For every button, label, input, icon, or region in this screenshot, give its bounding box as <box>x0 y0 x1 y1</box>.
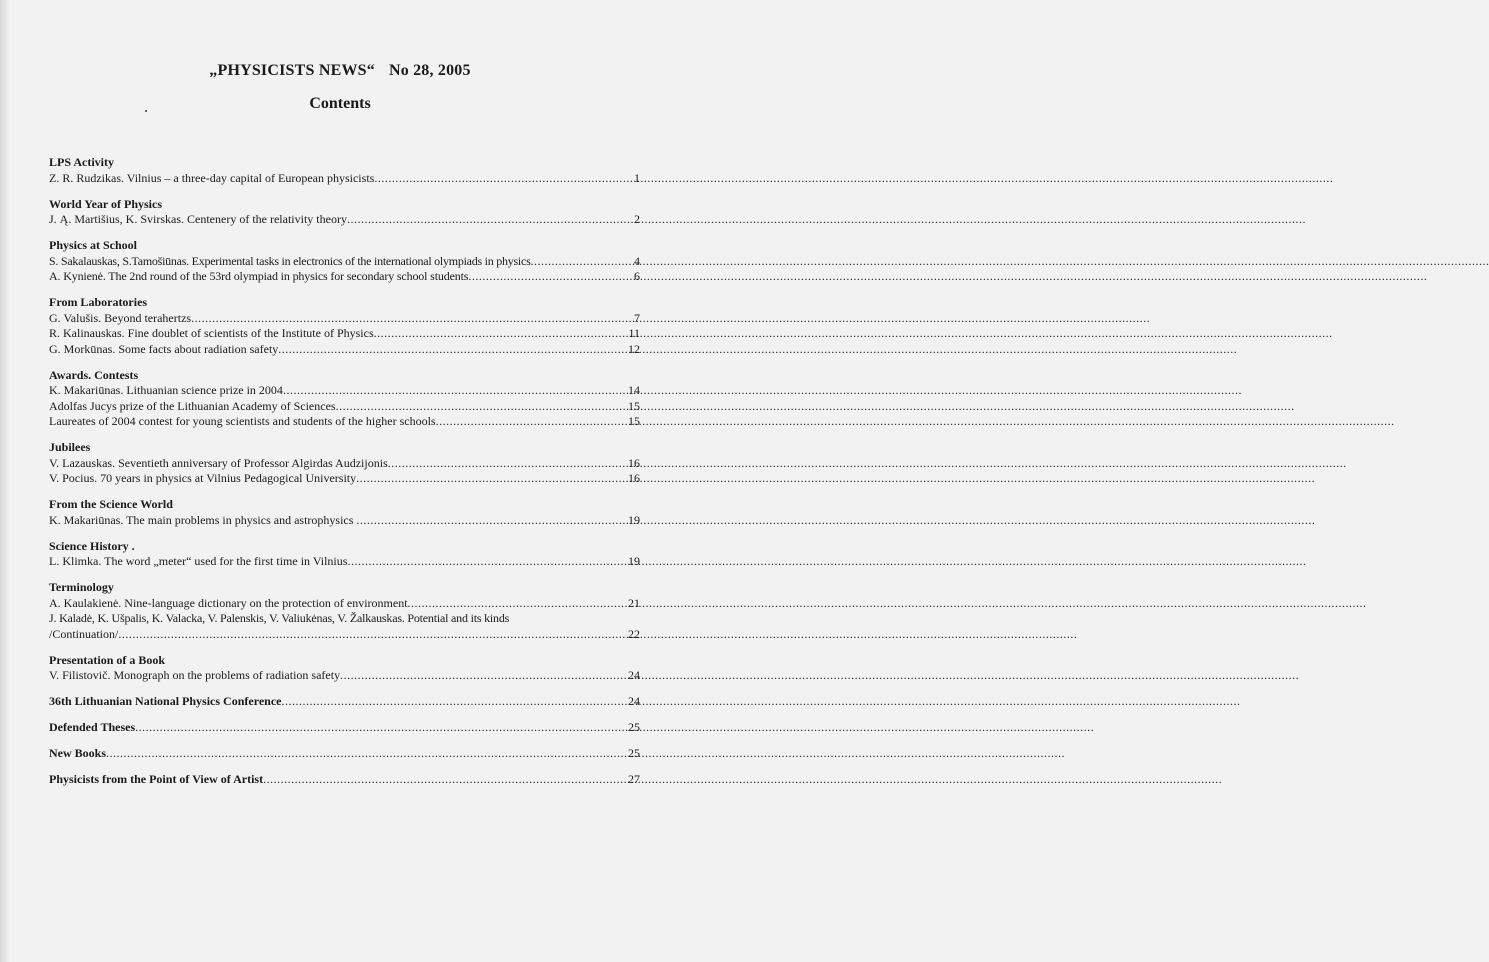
entry-page: 22 <box>628 626 640 641</box>
entry-page: 24 <box>628 694 640 708</box>
entry-title: L. Klimka. The word „meter“ used for the first time in Vilnius <box>49 554 348 568</box>
dot-leader <box>388 456 628 472</box>
entry-title: A. Kynienė. The 2nd round of the 53rd olympiad in physics for secondary school students <box>49 269 469 283</box>
entry-title: Physicists from the Point of View of Artist <box>49 772 264 786</box>
section-heading: LPS Activity <box>49 155 114 169</box>
entry-title: R. Kalinauskas. Fine doublet of scientists of the Institute of Physics <box>49 326 374 340</box>
dot-leader <box>374 326 629 342</box>
toc-section <box>49 580 640 642</box>
entry-page: 19 <box>628 554 640 568</box>
page-edge-shadow <box>0 0 9 962</box>
entry-page: 25 <box>628 746 640 760</box>
toc-section <box>49 197 640 228</box>
dot-leader <box>263 772 628 788</box>
toc-entry[interactable] <box>49 212 640 228</box>
toc-section <box>49 497 640 528</box>
entry-page: 1 <box>634 170 640 185</box>
entry-page: 15 <box>628 414 640 428</box>
toc-section <box>49 720 640 736</box>
toc-entry[interactable] <box>49 254 640 270</box>
entry-title-line1: J. Kaladė, K. Ušpalis, K. Valacka, V. Palenskis, V. Valiukėnas, V. Žalkauskas. Potential and its kinds <box>49 611 510 625</box>
entry-title: S. Sakalauskas, S.Tamošiūnas. Experimental tasks in electronics of the international olympiads in physics <box>49 253 531 268</box>
entry-page: 7 <box>634 310 640 325</box>
entry-title: K. Makariūnas. Lithuanian science prize in 2004 <box>49 383 283 397</box>
section-heading: World Year of Physics <box>49 196 162 211</box>
entry-title: Z. R. Rudzikas. Vilnius – a three-day capital of European physicists <box>49 170 375 185</box>
toc-section <box>49 368 640 430</box>
entry-title: G. Valušis. Beyond terahertzs <box>49 310 192 325</box>
dot-leader <box>118 627 628 643</box>
entry-title: New Books <box>49 746 107 760</box>
dot-leader <box>336 399 628 415</box>
toc-section <box>49 772 640 788</box>
dot-leader <box>347 212 634 228</box>
table-of-contents <box>49 155 640 798</box>
toc-entry[interactable] <box>49 269 640 285</box>
entry-title: G. Morkūnas. Some facts about radiation safety <box>49 341 279 356</box>
dot-leader <box>356 471 628 487</box>
toc-entry[interactable] <box>49 596 640 612</box>
toc-entry[interactable] <box>49 399 640 415</box>
entry-page: 15 <box>628 398 640 413</box>
toc-entry[interactable] <box>49 471 640 487</box>
entry-page: 27 <box>628 772 640 786</box>
entry-page: 2 <box>634 212 640 226</box>
toc-entry[interactable] <box>49 513 640 529</box>
toc-section <box>49 653 640 684</box>
section-heading: Terminology <box>49 580 114 594</box>
dot-leader <box>347 554 628 570</box>
entry-page: 16 <box>628 455 640 470</box>
toc-entry[interactable] <box>49 554 640 570</box>
toc-entry-bold[interactable] <box>49 772 640 788</box>
toc-section <box>49 440 640 487</box>
entry-page: 24 <box>628 668 640 682</box>
dot-leader <box>436 414 628 430</box>
toc-section <box>49 694 640 710</box>
toc-entry-bold[interactable] <box>49 694 640 710</box>
section-heading: Jubilees <box>49 440 91 454</box>
dot-leader <box>468 269 634 285</box>
entry-page: 4 <box>634 253 640 268</box>
section-heading: From the Science World <box>49 497 173 511</box>
entry-page: 6 <box>634 269 640 283</box>
entry-title: 36th Lithuanian National Physics Conference <box>49 694 282 708</box>
toc-entry[interactable] <box>49 456 640 472</box>
contents-heading: Contents <box>309 95 371 112</box>
stray-dot <box>145 110 147 112</box>
entry-title: K. Makariūnas. The main problems in physics and astrophysics <box>49 512 357 527</box>
entry-page: 12 <box>628 341 640 356</box>
toc-entry-multiline[interactable] <box>49 611 640 642</box>
issue-number: No 28, 2005 <box>388 62 471 79</box>
entry-page: 19 <box>628 512 640 527</box>
dot-leader <box>135 720 628 736</box>
dot-leader <box>106 746 628 762</box>
section-heading: Presentation of a Book <box>49 652 166 667</box>
toc-entry-bold[interactable] <box>49 720 640 736</box>
toc-section <box>49 238 640 285</box>
dot-leader <box>283 383 628 399</box>
entry-title: Defended Theses <box>49 720 136 734</box>
entry-title: V. Pocius. 70 years in physics at Vilnius Pedagogical University <box>49 471 357 485</box>
toc-entry[interactable] <box>49 171 640 187</box>
entry-page: 25 <box>628 720 640 734</box>
dot-leader <box>278 342 628 358</box>
entry-title: J. Ą. Martišius, K. Svirskas. Centenery of the relativity theory <box>49 212 347 226</box>
toc-entry[interactable] <box>49 326 640 342</box>
section-heading: Awards. Contests <box>49 367 139 382</box>
toc-section <box>49 746 640 762</box>
section-heading: Physics at School <box>49 238 138 252</box>
toc-entry[interactable] <box>49 342 640 358</box>
section-heading: Science History . <box>49 538 135 553</box>
journal-title <box>0 62 680 80</box>
entry-title: A. Kaulakienė. Nine-language dictionary on the protection of environment <box>49 595 408 610</box>
entry-page: 21 <box>628 595 640 610</box>
toc-section <box>49 539 640 570</box>
journal-name: „PHYSICISTS NEWS“ <box>209 62 375 79</box>
dot-leader <box>408 596 628 612</box>
entry-title: V. Lazauskas. Seventieth anniversary of Professor Algirdas Audzijonis <box>49 455 388 470</box>
entry-page: 16 <box>628 471 640 485</box>
dot-leader <box>281 694 628 710</box>
toc-entry[interactable] <box>49 414 640 430</box>
toc-section <box>49 155 640 186</box>
entry-title: /Continuation/ <box>49 626 119 641</box>
toc-entry[interactable] <box>49 311 640 327</box>
entry-page: 14 <box>628 383 640 397</box>
entry-title: V. Filistovič. Monograph on the problems of radiation safety <box>49 668 341 682</box>
toc-section <box>49 295 640 357</box>
dot-leader <box>340 668 628 684</box>
section-heading: From Laboratories <box>49 295 148 309</box>
entry-title: Laureates of 2004 contest for young scientists and students of the higher schools <box>49 414 436 428</box>
dot-leader <box>356 513 628 529</box>
toc-entry[interactable] <box>49 668 640 684</box>
dot-leader <box>374 171 634 187</box>
dot-leader <box>530 254 634 270</box>
toc-entry-bold[interactable] <box>49 746 640 762</box>
entry-page: 11 <box>628 326 640 340</box>
toc-entry[interactable] <box>49 383 640 399</box>
entry-title: Adolfas Jucys prize of the Lithuanian Academy of Sciences <box>49 398 336 413</box>
dot-leader <box>191 311 634 327</box>
